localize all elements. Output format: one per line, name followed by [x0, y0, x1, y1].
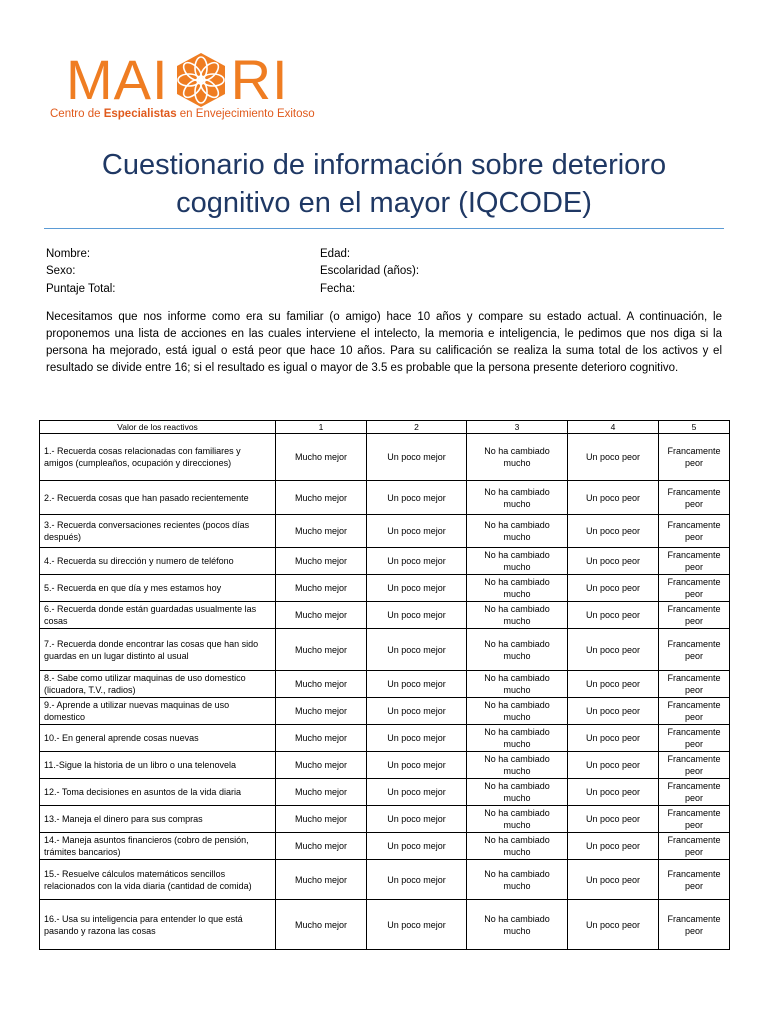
- answer-option-3[interactable]: No ha cambiado mucho: [467, 806, 568, 833]
- answer-option-4[interactable]: Un poco peor: [568, 548, 659, 575]
- table-row: [40, 860, 730, 900]
- tagline-bold: Especialistas: [103, 108, 177, 120]
- answer-option-4[interactable]: Un poco peor: [568, 629, 659, 671]
- answer-option-1[interactable]: Mucho mejor: [276, 698, 367, 725]
- table-row: [40, 752, 730, 779]
- answer-option-5[interactable]: Francamente peor: [659, 806, 730, 833]
- header-cell: Valor de los reactivos: [40, 421, 276, 434]
- table-row: [40, 671, 730, 698]
- answer-option-1[interactable]: Mucho mejor: [276, 548, 367, 575]
- table-row: [40, 602, 730, 629]
- answer-option-3[interactable]: No ha cambiado mucho: [467, 698, 568, 725]
- title-line-2: cognitivo en el mayor (IQCODE): [176, 187, 592, 219]
- answer-option-3[interactable]: No ha cambiado mucho: [467, 602, 568, 629]
- answer-option-2[interactable]: Un poco mejor: [367, 900, 467, 950]
- header-cell: 4: [568, 421, 659, 434]
- answer-option-3[interactable]: No ha cambiado mucho: [467, 860, 568, 900]
- answer-option-3[interactable]: No ha cambiado mucho: [467, 548, 568, 575]
- answer-option-2[interactable]: Un poco mejor: [367, 481, 467, 515]
- answer-option-5[interactable]: Francamente peor: [659, 752, 730, 779]
- answer-option-4[interactable]: Un poco peor: [568, 900, 659, 950]
- tagline-pre: Centro de: [50, 108, 104, 120]
- logo-tagline: [50, 108, 315, 120]
- answer-option-5[interactable]: Francamente peor: [659, 629, 730, 671]
- answer-option-3[interactable]: No ha cambiado mucho: [467, 671, 568, 698]
- iqcode-table: [39, 420, 730, 950]
- answer-option-4[interactable]: Un poco peor: [568, 602, 659, 629]
- answer-option-4[interactable]: Un poco peor: [568, 806, 659, 833]
- answer-option-4[interactable]: Un poco peor: [568, 779, 659, 806]
- answer-option-5[interactable]: Francamente peor: [659, 698, 730, 725]
- item-text: 7.- Recuerda donde encontrar las cosas que han sido guardas en un lugar distinto al usual: [40, 629, 276, 671]
- answer-option-3[interactable]: No ha cambiado mucho: [467, 434, 568, 481]
- item-text: 5.- Recuerda en que día y mes estamos hoy: [40, 575, 276, 602]
- answer-option-1[interactable]: Mucho mejor: [276, 671, 367, 698]
- table-body: [40, 434, 730, 950]
- answer-option-3[interactable]: No ha cambiado mucho: [467, 900, 568, 950]
- item-text: 1.- Recuerda cosas relacionadas con familiares y amigos (cumpleaños, ocupación y direcciones): [40, 434, 276, 481]
- answer-option-1[interactable]: Mucho mejor: [276, 725, 367, 752]
- item-text: 14.- Maneja asuntos financieros (cobro de pensión, trámites bancarios): [40, 833, 276, 860]
- header-cell: 3: [467, 421, 568, 434]
- table-row: [40, 806, 730, 833]
- answer-option-3[interactable]: No ha cambiado mucho: [467, 833, 568, 860]
- answer-option-1[interactable]: Mucho mejor: [276, 833, 367, 860]
- answer-option-2[interactable]: Un poco mejor: [367, 602, 467, 629]
- table-row: [40, 629, 730, 671]
- answer-option-1[interactable]: Mucho mejor: [276, 629, 367, 671]
- answer-option-4[interactable]: Un poco peor: [568, 575, 659, 602]
- answer-option-2[interactable]: Un poco mejor: [367, 698, 467, 725]
- answer-option-1[interactable]: Mucho mejor: [276, 602, 367, 629]
- answer-option-5[interactable]: Francamente peor: [659, 779, 730, 806]
- item-text: 15.- Resuelve cálculos matemáticos sencillos relacionados con la vida diaria (cantidad de comida): [40, 860, 276, 900]
- answer-option-3[interactable]: No ha cambiado mucho: [467, 725, 568, 752]
- answer-option-4[interactable]: Un poco peor: [568, 434, 659, 481]
- flower-emblem-icon: [173, 52, 229, 108]
- item-text: 13.- Maneja el dinero para sus compras: [40, 806, 276, 833]
- answer-option-2[interactable]: Un poco mejor: [367, 515, 467, 548]
- header-cell: 2: [367, 421, 467, 434]
- answer-option-4[interactable]: Un poco peor: [568, 698, 659, 725]
- answer-option-3[interactable]: No ha cambiado mucho: [467, 752, 568, 779]
- answer-option-4[interactable]: Un poco peor: [568, 725, 659, 752]
- logo-word-right: RI: [230, 48, 289, 111]
- tagline-post: en Envejecimiento Exitoso: [176, 108, 315, 120]
- answer-option-3[interactable]: No ha cambiado mucho: [467, 481, 568, 515]
- item-text: 16.- Usa su inteligencia para entender lo que está pasando y razona las cosas: [40, 900, 276, 950]
- answer-option-5[interactable]: Francamente peor: [659, 602, 730, 629]
- answer-option-2[interactable]: Un poco mejor: [367, 548, 467, 575]
- answer-option-2[interactable]: Un poco mejor: [367, 671, 467, 698]
- item-text: 6.- Recuerda donde están guardadas usualmente las cosas: [40, 602, 276, 629]
- answer-option-4[interactable]: Un poco peor: [568, 833, 659, 860]
- answer-option-3[interactable]: No ha cambiado mucho: [467, 779, 568, 806]
- title-divider: [44, 228, 724, 229]
- answer-option-4[interactable]: Un poco peor: [568, 752, 659, 779]
- answer-option-1[interactable]: Mucho mejor: [276, 752, 367, 779]
- answer-option-4[interactable]: Un poco peor: [568, 515, 659, 548]
- answer-option-2[interactable]: Un poco mejor: [367, 725, 467, 752]
- field-fecha: Fecha:: [320, 283, 356, 295]
- field-nombre: Nombre:: [46, 248, 91, 260]
- logo-word-left: MAI: [66, 48, 169, 111]
- table-row: [40, 575, 730, 602]
- table-row: [40, 434, 730, 481]
- item-text: 2.- Recuerda cosas que han pasado recientemente: [40, 481, 276, 515]
- answer-option-5[interactable]: Francamente peor: [659, 434, 730, 481]
- answer-option-2[interactable]: Un poco mejor: [367, 434, 467, 481]
- field-escolaridad: Escolaridad (años):: [320, 265, 420, 277]
- document-title: [40, 146, 728, 222]
- item-text: 8.- Sabe como utilizar maquinas de uso domestico (licuadora, T.V., radios): [40, 671, 276, 698]
- answer-option-5[interactable]: Francamente peor: [659, 515, 730, 548]
- item-text: 4.- Recuerda su dirección y numero de teléfono: [40, 548, 276, 575]
- table-row: [40, 900, 730, 950]
- answer-option-3[interactable]: No ha cambiado mucho: [467, 629, 568, 671]
- field-puntaje-total: Puntaje Total:: [46, 283, 116, 295]
- answer-option-2[interactable]: Un poco mejor: [367, 806, 467, 833]
- answer-option-1[interactable]: Mucho mejor: [276, 575, 367, 602]
- answer-option-5[interactable]: Francamente peor: [659, 725, 730, 752]
- item-text: 9.- Aprende a utilizar nuevas maquinas de uso domestico: [40, 698, 276, 725]
- table-row: [40, 833, 730, 860]
- header-cell: 1: [276, 421, 367, 434]
- answer-option-5[interactable]: Francamente peor: [659, 671, 730, 698]
- header-cell: 5: [659, 421, 730, 434]
- answer-option-2[interactable]: Un poco mejor: [367, 575, 467, 602]
- answer-option-2[interactable]: Un poco mejor: [367, 779, 467, 806]
- answer-option-2[interactable]: Un poco mejor: [367, 752, 467, 779]
- logo-wordmark: [66, 50, 289, 110]
- table-row: [40, 779, 730, 806]
- table-row: [40, 515, 730, 548]
- instructions-paragraph: Necesitamos que nos informe como era su familiar (o amigo) hace 10 años y compare su estado actual. A continuación, le proponemos una lista de acciones en las cuales interviene el intelecto, la memoria e inteligencia, le pedimos que nos diga si la persona ha mejorado, está igual o está peor que hace 10 años. Para su calificación se realiza la suma total de los activos y el resultado se divide entre 16; si el resultado es igual o mayor de 3.5 es probable que la persona presente deterioro cognitivo.: [46, 311, 722, 374]
- answer-option-5[interactable]: Francamente peor: [659, 481, 730, 515]
- answer-option-4[interactable]: Un poco peor: [568, 671, 659, 698]
- answer-option-3[interactable]: No ha cambiado mucho: [467, 575, 568, 602]
- title-line-1: Cuestionario de información sobre deterioro: [101, 149, 667, 181]
- answer-option-3[interactable]: No ha cambiado mucho: [467, 515, 568, 548]
- answer-option-4[interactable]: Un poco peor: [568, 860, 659, 900]
- answer-option-1[interactable]: Mucho mejor: [276, 806, 367, 833]
- answer-option-1[interactable]: Mucho mejor: [276, 434, 367, 481]
- table-row: [40, 698, 730, 725]
- table-row: [40, 481, 730, 515]
- answer-option-5[interactable]: Francamente peor: [659, 833, 730, 860]
- answer-option-5[interactable]: Francamente peor: [659, 900, 730, 950]
- answer-option-1[interactable]: Mucho mejor: [276, 860, 367, 900]
- answer-option-5[interactable]: Francamente peor: [659, 575, 730, 602]
- answer-option-4[interactable]: Un poco peor: [568, 481, 659, 515]
- item-text: 12.- Toma decisiones en asuntos de la vida diaria: [40, 779, 276, 806]
- item-text: 10.- En general aprende cosas nuevas: [40, 725, 276, 752]
- table-row: [40, 548, 730, 575]
- item-text: 11.-Sigue la historia de un libro o una telenovela: [40, 752, 276, 779]
- answer-option-1[interactable]: Mucho mejor: [276, 481, 367, 515]
- item-text: 3.- Recuerda conversaciones recientes (pocos días después): [40, 515, 276, 548]
- answer-option-2[interactable]: Un poco mejor: [367, 833, 467, 860]
- table-row: [40, 725, 730, 752]
- maiori-logo: [48, 50, 348, 125]
- answer-option-5[interactable]: Francamente peor: [659, 860, 730, 900]
- answer-option-2[interactable]: Un poco mejor: [367, 860, 467, 900]
- answer-option-5[interactable]: Francamente peor: [659, 548, 730, 575]
- answer-option-1[interactable]: Mucho mejor: [276, 779, 367, 806]
- answer-option-2[interactable]: Un poco mejor: [367, 629, 467, 671]
- answer-option-1[interactable]: Mucho mejor: [276, 515, 367, 548]
- field-sexo: Sexo:: [46, 265, 76, 277]
- answer-option-1[interactable]: Mucho mejor: [276, 900, 367, 950]
- field-edad: Edad:: [320, 248, 351, 260]
- table-header-row: [40, 421, 730, 434]
